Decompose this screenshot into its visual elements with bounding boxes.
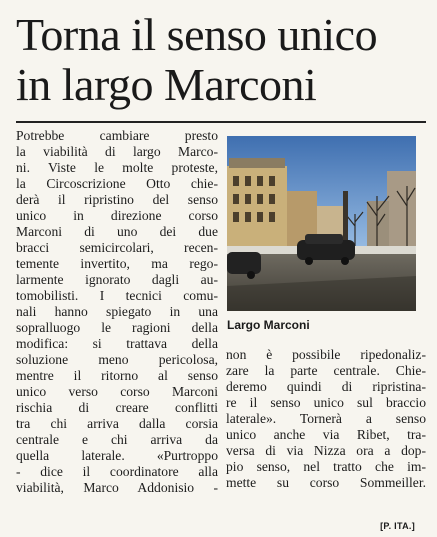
headline: [16, 10, 426, 110]
body-line: zare la parte centrale. Chie-: [226, 363, 426, 378]
article-body-right-column: [226, 347, 426, 491]
body-line: modifica: si trattava della: [16, 336, 218, 351]
street-photo: [227, 136, 416, 311]
body-line: Potrebbe cambiare presto: [16, 128, 218, 143]
body-line: larmente ignorato dagli au-: [16, 272, 218, 287]
body-line: centrale e chi arriva da: [16, 432, 218, 447]
body-line: laterale». Tornerà a senso: [226, 411, 426, 426]
body-line: non è possibile ripedonaliz-: [226, 347, 426, 362]
body-line: temente invertito, ma rego-: [16, 256, 218, 271]
author-signature: [P. ITA.]: [380, 521, 415, 531]
body-line: ni. Viste le molte proteste,: [16, 160, 218, 175]
body-line: viabilità, Marco Addonisio -: [16, 480, 218, 495]
body-line: tra chi arriva dalla corsia: [16, 416, 218, 431]
headline-line-1: Torna il senso unico: [16, 9, 378, 60]
body-line: bracci semicircolari, recen-: [16, 240, 218, 255]
body-line: la viabilità di largo Marco-: [16, 144, 218, 159]
body-line: re il senso unico sul braccio: [226, 395, 426, 410]
body-line: mentre il ritorno al senso: [16, 368, 218, 383]
body-line: unico in direzione corso: [16, 208, 218, 223]
body-line: deremo quindi di ripristina-: [226, 379, 426, 394]
body-line: nali hanno spiegato in una: [16, 304, 218, 319]
article-body-left-column: [16, 128, 218, 496]
body-line: la Circoscrizione Otto chie-: [16, 176, 218, 191]
body-line: soluzione meno pericolosa,: [16, 352, 218, 367]
body-line: sopralluogo le ragioni della: [16, 320, 218, 335]
body-line: quella laterale. «Purtroppo: [16, 448, 218, 463]
headline-line-2: in largo Marconi: [16, 59, 317, 110]
body-line: unico verso corso Marconi: [16, 384, 218, 399]
body-line: pio senso, nel tratto che im-: [226, 459, 426, 474]
body-line: unico anche via Ribet, tra-: [226, 427, 426, 442]
body-line: versa di via Nizza ora a dop-: [226, 443, 426, 458]
body-line: rischia di creare conflitti: [16, 400, 218, 415]
body-line: Marconi di uno dei due: [16, 224, 218, 239]
photo-caption: Largo Marconi: [227, 318, 310, 332]
body-line: - dice il coordinatore alla: [16, 464, 218, 479]
headline-divider: [16, 121, 426, 123]
body-line: derà il ripristino del senso: [16, 192, 218, 207]
body-line: tomobilisti. I tecnici comu-: [16, 288, 218, 303]
body-line: mette su corso Sommeiller.: [226, 475, 426, 490]
